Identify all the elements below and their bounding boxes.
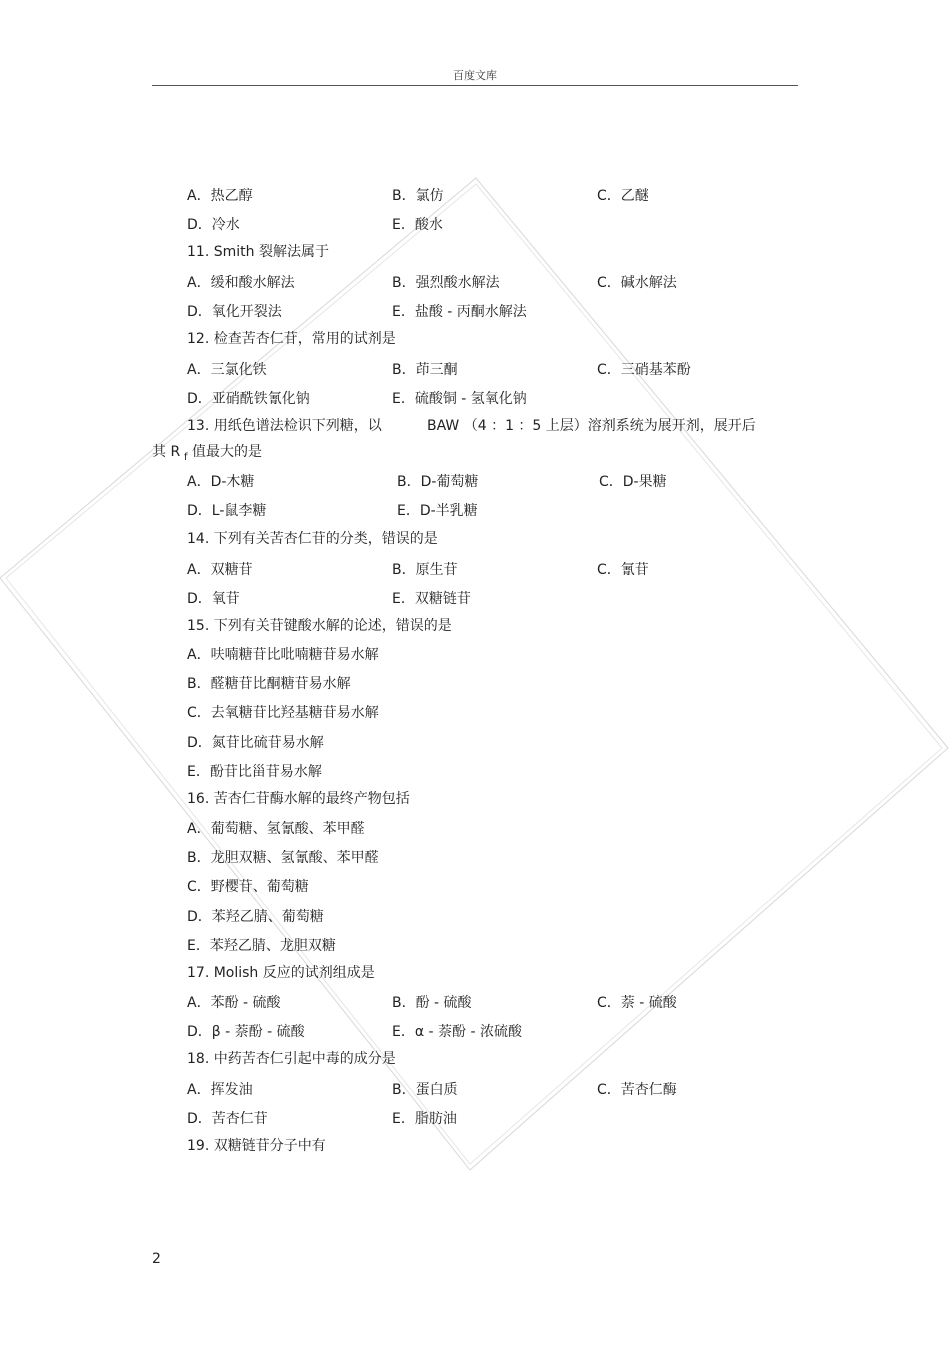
- text-line: [0, 876, 950, 898]
- text-cell: 16. 苦杏仁苷酶水解的最终产物包括: [187, 791, 410, 807]
- text-line: [0, 644, 950, 666]
- page-number: 2: [152, 1251, 161, 1267]
- text-line: [0, 615, 950, 637]
- text-cell: E．D-半乳糖: [397, 503, 478, 519]
- text-line: [0, 1135, 950, 1157]
- text-cell: E．脂肪油: [392, 1111, 457, 1127]
- text-cell: D．苯羟乙腈、葡萄糖: [187, 909, 324, 925]
- text-line: [0, 528, 950, 550]
- text-cell: A．三氯化铁: [187, 362, 267, 378]
- text-cell: C．三硝基苯酚: [597, 362, 691, 378]
- text-cell: A．D-木糖: [187, 474, 255, 490]
- text-cell: B．茚三酮: [392, 362, 458, 378]
- text-line: [0, 185, 950, 207]
- text-line: [0, 559, 950, 581]
- text-line: [0, 732, 950, 754]
- text-line: [0, 1108, 950, 1130]
- header-title: 百度文库: [453, 69, 497, 82]
- text-cell: 15. 下列有关苷键酸水解的论述，错误的是: [187, 618, 452, 634]
- text-line: [0, 241, 950, 263]
- text-line: [0, 500, 950, 522]
- text-cell: E．双糖链苷: [392, 591, 471, 607]
- text-cell: A．呋喃糖苷比吡喃糖苷易水解: [187, 647, 379, 663]
- text-line: [0, 328, 950, 350]
- text-line: [0, 761, 950, 783]
- text-cell: C．萘 - 硫酸: [597, 995, 677, 1011]
- text-line: [0, 301, 950, 323]
- text-cell: E．酚苷比甾苷易水解: [187, 764, 322, 780]
- text-cell: C．苦杏仁酶: [597, 1082, 677, 1098]
- header-divider: [152, 85, 798, 86]
- text-cell: E．酸水: [392, 217, 443, 233]
- text-cell: C．乙醚: [597, 188, 649, 204]
- text-cell: A．挥发油: [187, 1082, 253, 1098]
- text-cell: 14. 下列有关苦杏仁苷的分类，错误的是: [187, 531, 438, 547]
- text-line: [0, 702, 950, 724]
- text-cell: D．氧化开裂法: [187, 304, 282, 320]
- text-line: [0, 471, 950, 493]
- text-line: [0, 1079, 950, 1101]
- text-cell: B．强烈酸水解法: [392, 275, 500, 291]
- text-cell: B．氯仿: [392, 188, 444, 204]
- text-cell: B．D-葡萄糖: [397, 474, 479, 490]
- text-cell: A．双糖苷: [187, 562, 253, 578]
- text-line: [0, 673, 950, 695]
- text-cell: B．龙胆双糖、氢氰酸、苯甲醛: [187, 850, 379, 866]
- text-line: [0, 359, 950, 381]
- text-cell: D．氧苷: [187, 591, 240, 607]
- text-cell: B．醛糖苷比酮糖苷易水解: [187, 676, 351, 692]
- text-cell: 17. Molish 反应的试剂组成是: [187, 965, 375, 981]
- text-line: [0, 962, 950, 984]
- text-cell: B．原生苷: [392, 562, 458, 578]
- text-cell: 值最大的是: [192, 444, 262, 460]
- text-cell: 13. 用纸色谱法检识下列糖，以: [187, 418, 382, 434]
- text-line: [0, 272, 950, 294]
- text-line: [0, 818, 950, 840]
- text-line: [0, 214, 950, 236]
- text-cell: D．亚硝酰铁氰化钠: [187, 391, 310, 407]
- text-cell: C．氰苷: [597, 562, 649, 578]
- text-cell: A．缓和酸水解法: [187, 275, 295, 291]
- text-line: [0, 847, 950, 869]
- text-cell: C．D-果糖: [599, 474, 667, 490]
- text-cell: f: [184, 452, 188, 463]
- text-line: [0, 388, 950, 410]
- text-cell: 11. Smith 裂解法属于: [187, 244, 329, 260]
- text-cell: D．苦杏仁苷: [187, 1111, 268, 1127]
- text-line: [0, 1021, 950, 1043]
- text-cell: C．野樱苷、葡萄糖: [187, 879, 309, 895]
- text-line: [0, 1048, 950, 1070]
- text-cell: C．碱水解法: [597, 275, 677, 291]
- text-cell: 19. 双糖链苷分子中有: [187, 1138, 326, 1154]
- text-cell: A．葡萄糖、氢氰酸、苯甲醛: [187, 821, 365, 837]
- text-cell: 其 R: [152, 444, 181, 460]
- text-cell: B．酚 - 硫酸: [392, 995, 472, 1011]
- text-cell: E．苯羟乙腈、龙胆双糖: [187, 938, 336, 954]
- text-line: [0, 788, 950, 810]
- text-cell: C．去氧糖苷比羟基糖苷易水解: [187, 705, 379, 721]
- text-line: [0, 906, 950, 928]
- text-cell: B．蛋白质: [392, 1082, 458, 1098]
- text-line: [0, 415, 950, 437]
- text-cell: E．盐酸 - 丙酮水解法: [392, 304, 527, 320]
- text-cell: D．L-鼠李糖: [187, 503, 267, 519]
- text-cell: A．热乙醇: [187, 188, 253, 204]
- text-cell: D．氮苷比硫苷易水解: [187, 735, 324, 751]
- text-cell: E．α - 萘酚 - 浓硫酸: [392, 1024, 522, 1040]
- text-line: [0, 588, 950, 610]
- text-cell: D．冷水: [187, 217, 240, 233]
- text-line: [0, 441, 950, 463]
- text-cell: D．β - 萘酚 - 硫酸: [187, 1024, 305, 1040]
- text-cell: BAW （4 ：1 ：5 上层）溶剂系统为展开剂，展开后: [427, 418, 756, 434]
- text-line: [0, 935, 950, 957]
- text-cell: 18. 中药苦杏仁引起中毒的成分是: [187, 1051, 396, 1067]
- text-cell: 12. 检查苦杏仁苷，常用的试剂是: [187, 331, 396, 347]
- text-cell: A．苯酚 - 硫酸: [187, 995, 281, 1011]
- text-cell: E．硫酸铜 - 氢氧化钠: [392, 391, 527, 407]
- text-line: [0, 992, 950, 1014]
